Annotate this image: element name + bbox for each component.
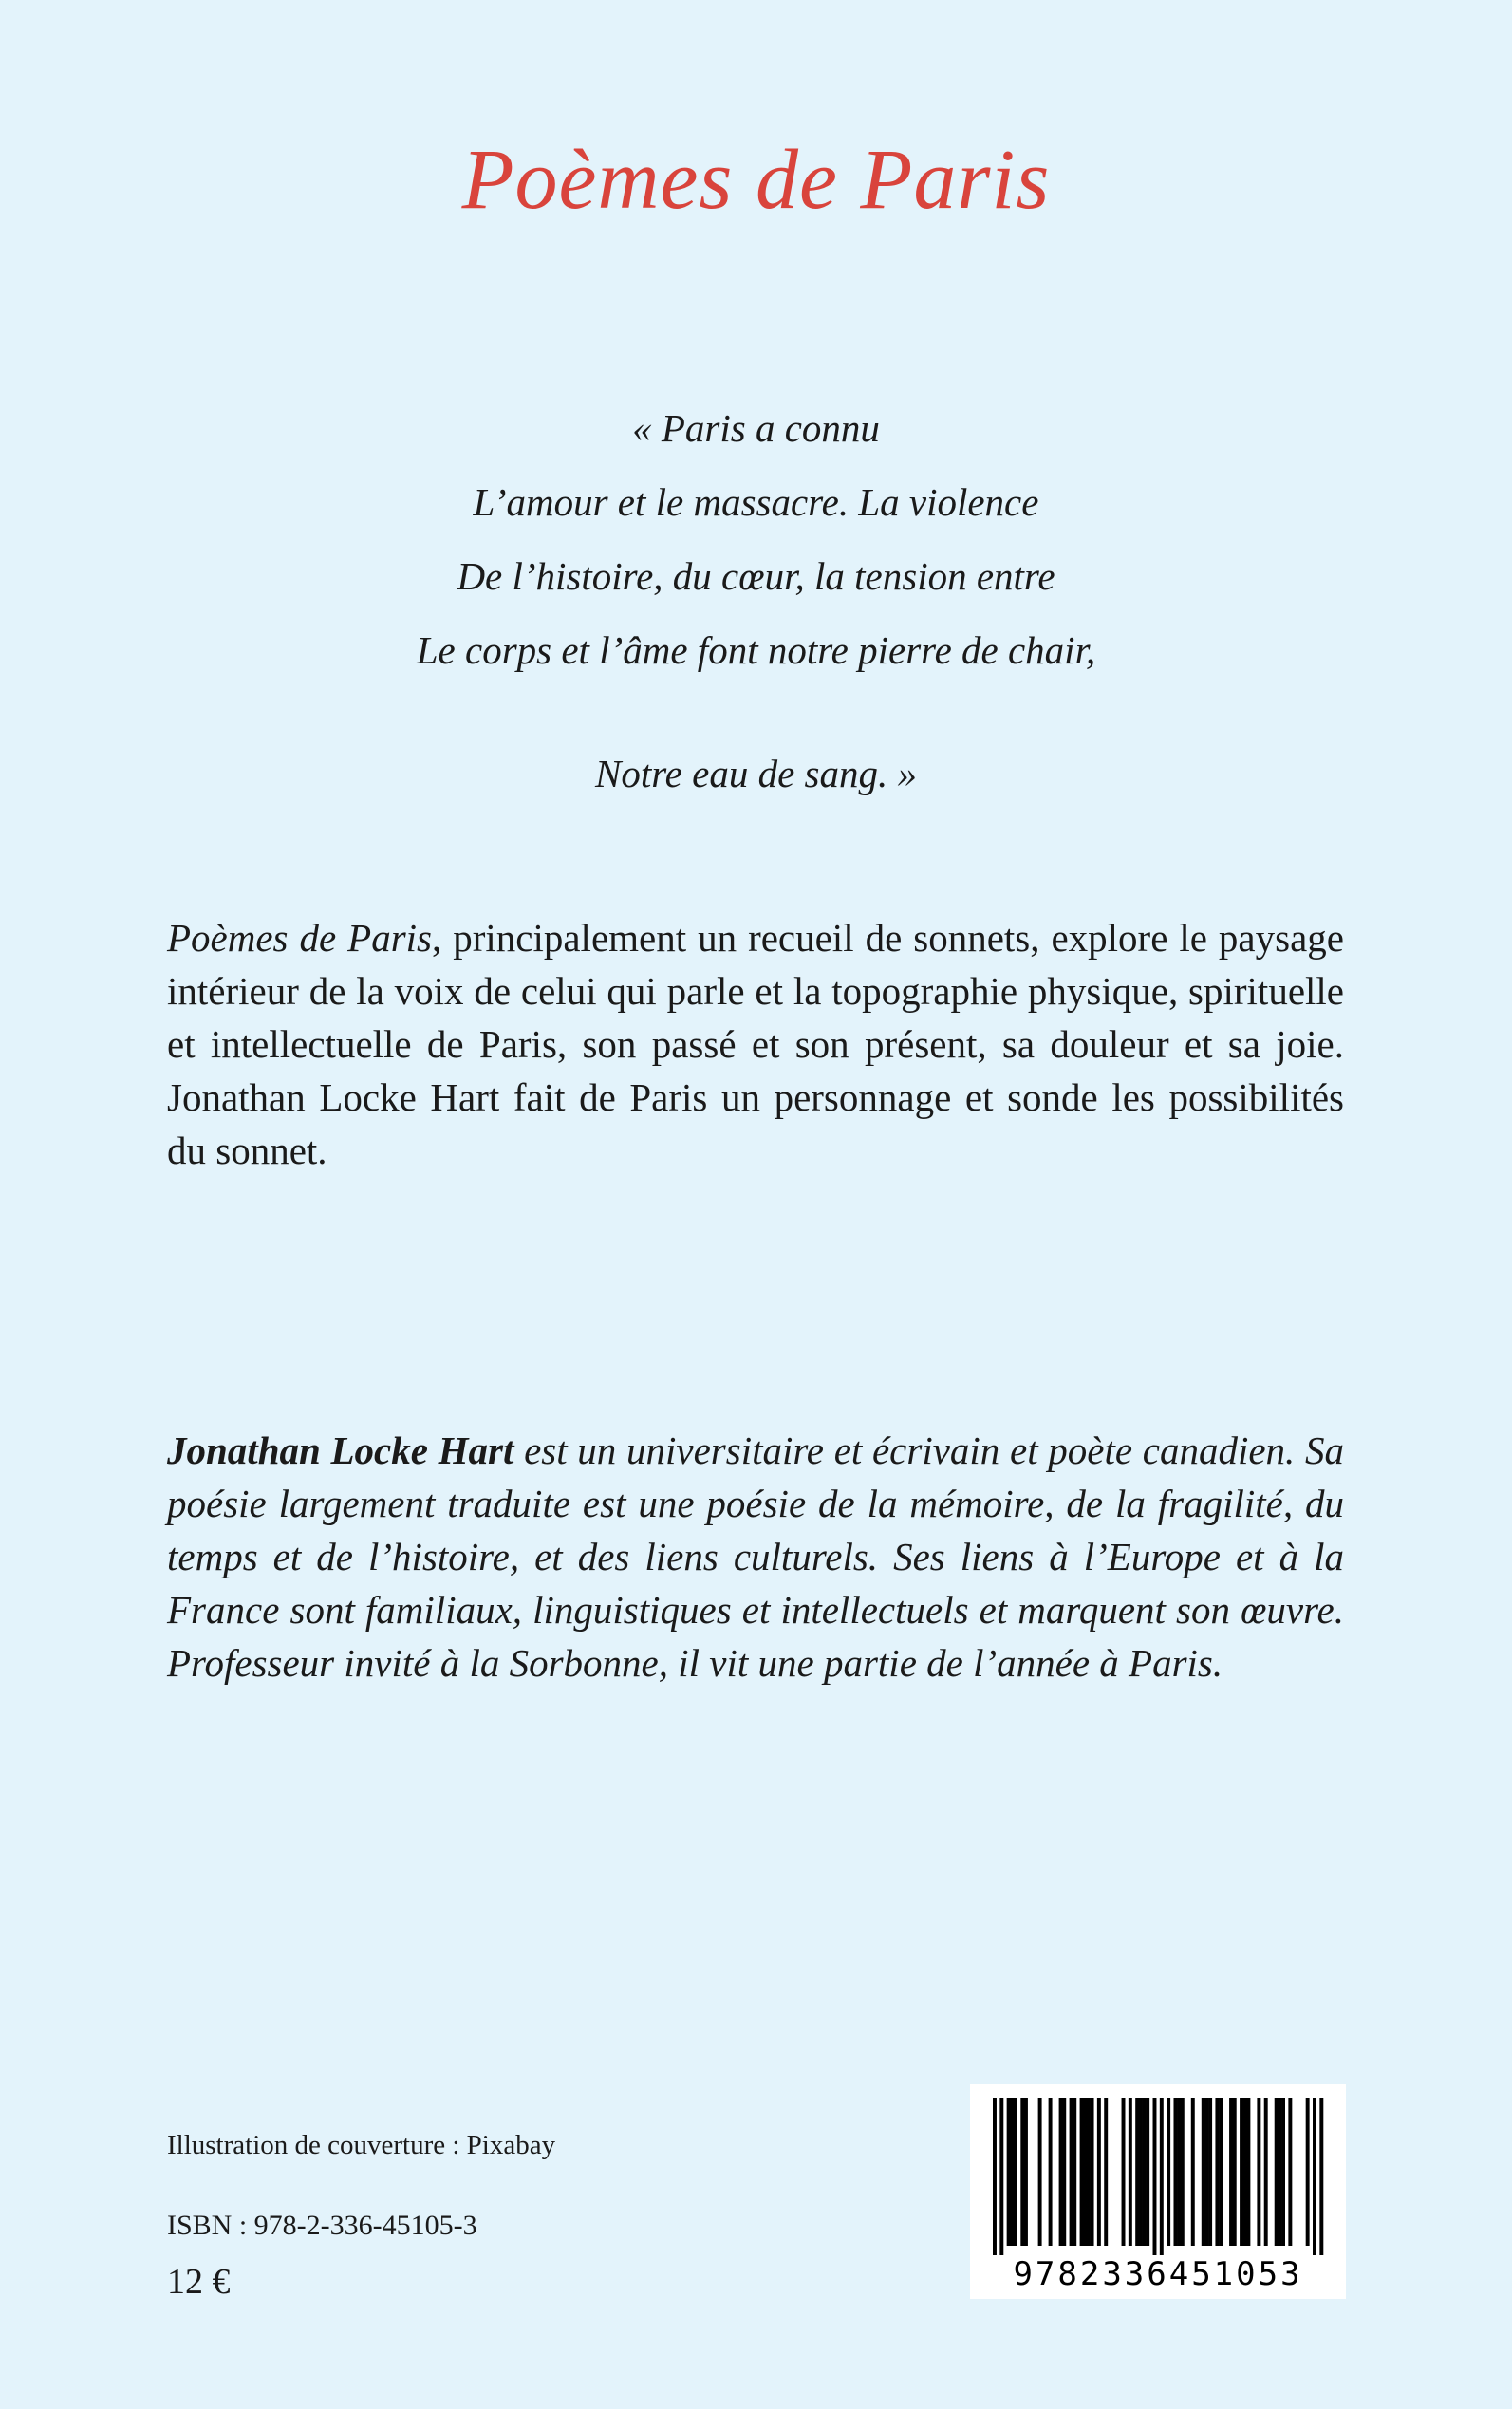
- barcode-bar: [1240, 2098, 1243, 2246]
- barcode-digits: 9782336451053: [1013, 2255, 1303, 2293]
- barcode-bar: [1229, 2098, 1233, 2246]
- barcode-bar: [1181, 2098, 1185, 2246]
- barcode-bar: [1177, 2098, 1181, 2246]
- bio-text: est un universitaire et écrivain et poète canadien. Sa poésie largement traduite est une poésie de la mémoire, de la fragilité, du temps et de l’histoire, et des liens culturels. Ses liens à l’Europe et à la France sont familiaux, linguistiques et intellectuels et marquent son œuvre. Professeur invité à la Sorbonne, il vit une partie de l’année à Paris.: [167, 1429, 1344, 1685]
- barcode-bar: [1160, 2098, 1164, 2255]
- barcode-bar: [993, 2098, 997, 2255]
- barcode-bar: [1215, 2098, 1219, 2246]
- barcode-bar: [1319, 2098, 1323, 2255]
- barcode-bar: [1153, 2098, 1157, 2255]
- barcode-bar: [1091, 2098, 1094, 2246]
- poem-line: L’amour et le massacre. La violence: [473, 480, 1039, 524]
- book-summary: [167, 911, 1344, 1177]
- barcode-bar: [1087, 2098, 1091, 2246]
- barcode-bar: [1191, 2098, 1195, 2246]
- poem-line: De l’histoire, du cœur, la tension entre: [457, 554, 1055, 598]
- barcode-bar: [1097, 2098, 1101, 2246]
- barcode-bar: [1167, 2098, 1170, 2246]
- poem-excerpt: [0, 391, 1512, 811]
- barcode-bar: [1080, 2098, 1084, 2246]
- barcode-bar: [1049, 2098, 1053, 2246]
- barcode-bar: [1173, 2098, 1177, 2246]
- barcode-bar: [1104, 2098, 1108, 2246]
- barcode-bar: [1083, 2098, 1087, 2246]
- barcode: [970, 2084, 1346, 2299]
- author-bio: [167, 1424, 1344, 1690]
- poem-line: Le corps et l’âme font notre pierre de chair,: [416, 628, 1096, 672]
- poem-line: « Paris a connu: [632, 406, 880, 450]
- barcode-bar: [1020, 2098, 1024, 2246]
- barcode-bar: [1313, 2098, 1316, 2255]
- barcode-bar: [1024, 2098, 1028, 2246]
- barcode-bar: [1243, 2098, 1247, 2246]
- barcode-bar: [1281, 2098, 1285, 2246]
- barcode-bar: [1306, 2098, 1310, 2246]
- barcode-bar: [1059, 2098, 1063, 2246]
- barcode-bar: [1264, 2098, 1268, 2246]
- author-name: Jonathan Locke Hart: [167, 1429, 514, 1472]
- summary-title-ref: Poèmes de Paris: [167, 916, 432, 960]
- stanza-gap: [0, 687, 1512, 737]
- price: 12 €: [167, 2262, 231, 2302]
- barcode-bar: [1278, 2098, 1281, 2246]
- barcode-bar: [1062, 2098, 1066, 2246]
- barcode-bar: [1135, 2098, 1139, 2246]
- barcode-bar: [1139, 2098, 1143, 2246]
- barcode-bars: [970, 2084, 1346, 2255]
- barcode-bar: [1010, 2098, 1014, 2246]
- barcode-bar: [1129, 2098, 1132, 2246]
- barcode-bar: [1038, 2098, 1042, 2246]
- barcode-bar: [1122, 2098, 1126, 2246]
- barcode-bar: [1007, 2098, 1011, 2246]
- barcode-bar: [1233, 2098, 1237, 2246]
- barcode-bar: [1070, 2098, 1073, 2246]
- isbn: ISBN : 978-2-336-45105-3: [167, 2210, 477, 2241]
- illustration-credit: Illustration de couverture : Pixabay: [167, 2130, 556, 2160]
- poem-line: Notre eau de sang. »: [595, 752, 917, 795]
- barcode-bar: [999, 2098, 1003, 2255]
- barcode-bar: [1288, 2098, 1292, 2246]
- barcode-bar: [1014, 2098, 1017, 2246]
- barcode-bar: [1143, 2098, 1147, 2246]
- barcode-bar: [1202, 2098, 1205, 2246]
- book-title: Poèmes de Paris: [461, 133, 1051, 227]
- barcode-bar: [1257, 2098, 1260, 2246]
- barcode-bar: [1073, 2098, 1076, 2246]
- barcode-bar: [1246, 2098, 1250, 2246]
- summary-text: , principalement un recueil de sonnets, explore le paysage intérieur de la voix de celui qui parle et la topographie physique, spirituelle et intellectuelle de Paris, son passé et son présent, sa douleur et sa joie. Jonathan Locke Hart fait de Paris un personnage et sonde les possibilités du sonnet.: [167, 916, 1344, 1172]
- barcode-bar: [1204, 2098, 1208, 2246]
- barcode-bar: [1275, 2098, 1279, 2246]
- barcode-bar: [1208, 2098, 1212, 2246]
- barcode-bar: [1219, 2098, 1223, 2246]
- barcode-bar: [1146, 2098, 1149, 2246]
